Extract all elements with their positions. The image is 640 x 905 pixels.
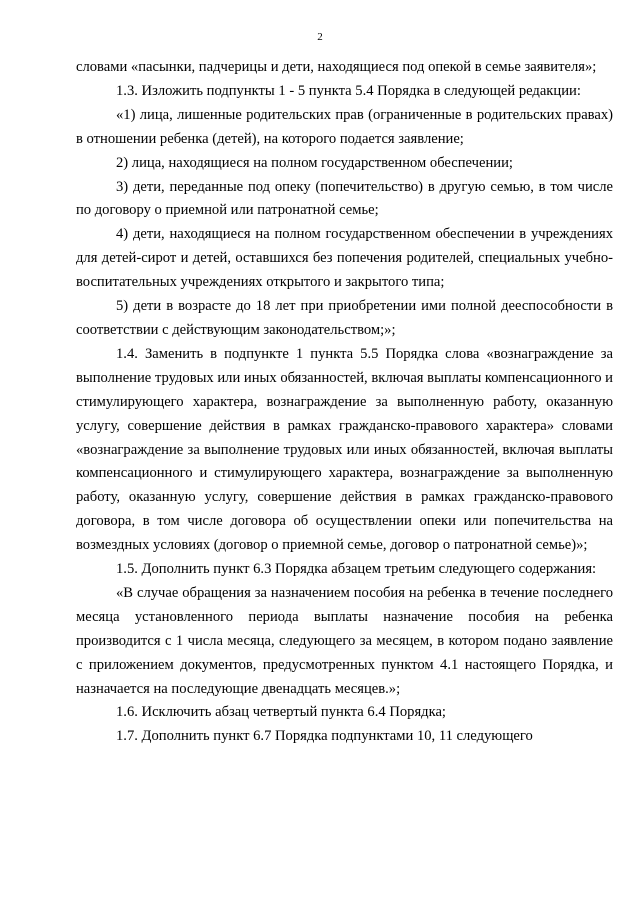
paragraph-1-6: 1.6. Исключить абзац четвертый пункта 6.4 Порядка; xyxy=(116,704,446,721)
paragraph-1-5: 1.5. Дополнить пункт 6.3 Порядка абзацем третьим следующего содержания: xyxy=(116,561,597,578)
paragraph-1-3: 1.3. Изложить подпункты 1 - 5 пункта 5.4 Порядка в следующей редакции: xyxy=(116,82,581,99)
paragraph-subitem-1: «1) лица, лишенные родительских прав (ограниченные в родительских правах) в отношении ребенка (детей), на которого подается заявление; xyxy=(76,106,613,147)
paragraph-1-4: 1.4. Заменить в подпункте 1 пункта 5.5 Порядка слова «вознаграждение за выполнение трудовых или иных обязанностей, включая выплаты компенсационного и стимулирующего характера, вознаграждение за выполненную работу, оказанную услугу, совершение действия в рамках гражданско-правового характера» словами «вознаграждение за выполнение трудовых или иных обязанностей, включая выплаты компенсационного и стимулирующего характера, вознаграждение за выполненную работу, оказанную услугу, совершение действия в рамках гражданско-правового договора, в том числе договора об осуществлении опеки или попечительства на возмездных условиях (договор о приемной семье, договор о патронатной семье)»; xyxy=(76,345,613,554)
paragraph-subitem-4: 4) дети, находящиеся на полном государственном обеспечении в учреждениях для детей-сирот и детей, оставшихся без попечения родителей, специальных учебно-воспитательных учреждениях открытого и закрытого типа; xyxy=(76,226,613,291)
page-number: 2 xyxy=(317,31,323,43)
paragraph-continuation: словами «пасынки, падчерицы и дети, находящиеся под опекой в семье заявителя»; xyxy=(76,59,597,75)
paragraph-subitem-5: 5) дети в возрасте до 18 лет при приобретении ими полной дееспособности в соответствии с действующим законодательством;»; xyxy=(76,298,613,338)
paragraph-1-5-quote: «В случае обращения за назначением пособия на ребенка в течение последнего месяца установленного периода выплаты назначение пособия на ребенка производится с 1 числа месяца, следующего за месяцем, в котором подано заявление с приложением документов, предусмотренных пунктом 4.1 настоящего Порядка, и назначается на последующие двенадцать месяцев.»; xyxy=(76,584,613,697)
paragraph-1-7: 1.7. Дополнить пункт 6.7 Порядка подпунктами 10, 11 следующего xyxy=(116,728,533,745)
paragraph-subitem-3: 3) дети, переданные под опеку (попечительство) в другую семью, в том числе по договору о приемной или патронатной семье; xyxy=(76,178,613,219)
paragraph-subitem-2: 2) лица, находящиеся на полном государственном обеспечении; xyxy=(116,154,513,171)
document-body xyxy=(76,56,613,749)
